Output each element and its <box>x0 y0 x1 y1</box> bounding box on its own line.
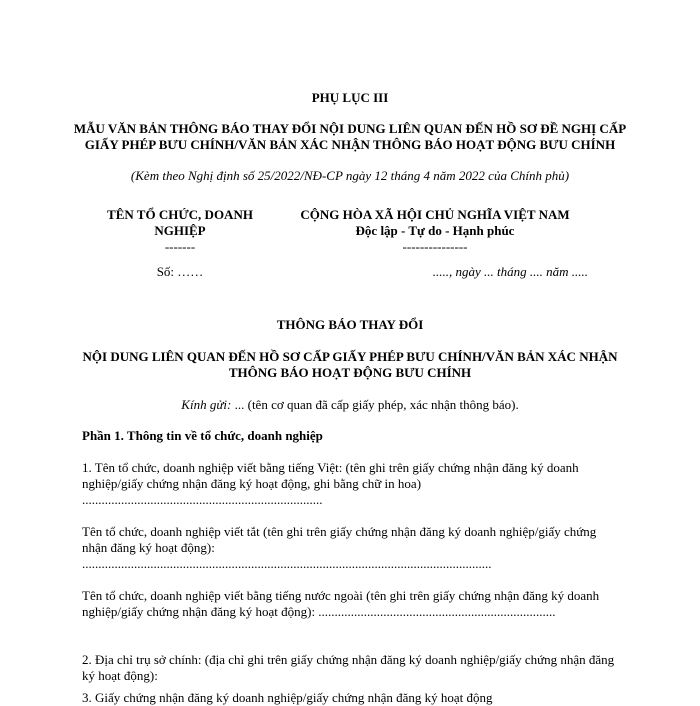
appendix-title: PHỤ LỤC III <box>311 90 389 105</box>
recipient-text: ... (tên cơ quan đã cấp giấy phép, xác nhận thông báo). <box>231 397 519 412</box>
recipient-line <box>0 397 700 413</box>
paragraph-vietnamese-name: 1. Tên tổ chức, doanh nghiệp viết bằng tiếng Việt: (tên ghi trên giấy chứng nhận đăng ký doanh nghiệp/giấy chứng nhận đăng ký hoạt động, ghi bằng chữ in hoa) .......................................................................... <box>82 460 579 507</box>
part1-heading: Phần 1. Thông tin về tổ chức, doanh nghiệp <box>82 428 323 443</box>
paragraph-foreign-name: Tên tổ chức, doanh nghiệp viết bằng tiếng nước ngoài (tên ghi trên giấy chứng nhận đăng ký doanh nghiệp/giấy chứng nhận đăng ký hoạt động): ......................................................................... <box>82 588 600 619</box>
document-number: Số: …… <box>156 264 204 279</box>
decree-note: (Kèm theo Nghị định số 25/2022/NĐ-CP ngày 12 tháng 4 năm 2022 của Chính phủ) <box>130 168 570 183</box>
paragraph-abbreviated-name: Tên tổ chức, doanh nghiệp viết tắt (tên ghi trên giấy chứng nhận đăng ký doanh nghiệp/giấy chứng nhận đăng ký hoạt động): .............................................................................................................................. <box>82 524 597 571</box>
recipient-label: Kính gửi: <box>181 397 232 412</box>
notice-subtitle: NỘI DUNG LIÊN QUAN ĐẾN HỒ SƠ CẤP GIẤY PHÉP BƯU CHÍNH/VĂN BẢN XÁC NHẬN THÔNG BÁO HOẠT ĐỘNG BƯU CHÍNH <box>82 349 618 380</box>
organization-header: TÊN TỔ CHỨC, DOANH NGHIỆP <box>107 207 253 238</box>
national-header <box>280 207 590 239</box>
paragraph-head-office-address: 2. Địa chỉ trụ sở chính: (địa chỉ ghi trên giấy chứng nhận đăng ký doanh nghiệp/giấy chứng nhận đăng ký hoạt động): <box>82 652 615 683</box>
paragraph-business-registration: 3. Giấy chứng nhận đăng ký doanh nghiệp/giấy chứng nhận đăng ký hoạt động <box>82 690 493 705</box>
national-motto: Độc lập - Tự do - Hạnh phúc <box>355 223 515 238</box>
organization-divider: ------- <box>164 239 196 254</box>
motto-divider: --------------- <box>402 239 468 254</box>
notice-title: THÔNG BÁO THAY ĐỔI <box>276 317 424 332</box>
document-date-line: ....., ngày ... tháng .... năm ..... <box>432 264 588 279</box>
form-title: MẪU VĂN BẢN THÔNG BÁO THAY ĐỔI NỘI DUNG LIÊN QUAN ĐẾN HỒ SƠ ĐỀ NGHỊ CẤP GIẤY PHÉP BƯU CHÍNH/VĂN BẢN XÁC NHẬN THÔNG BÁO HOẠT ĐỘNG BƯU CHÍNH <box>73 121 627 152</box>
country-name: CỘNG HÒA XÃ HỘI CHỦ NGHĨA VIỆT NAM <box>300 207 570 222</box>
